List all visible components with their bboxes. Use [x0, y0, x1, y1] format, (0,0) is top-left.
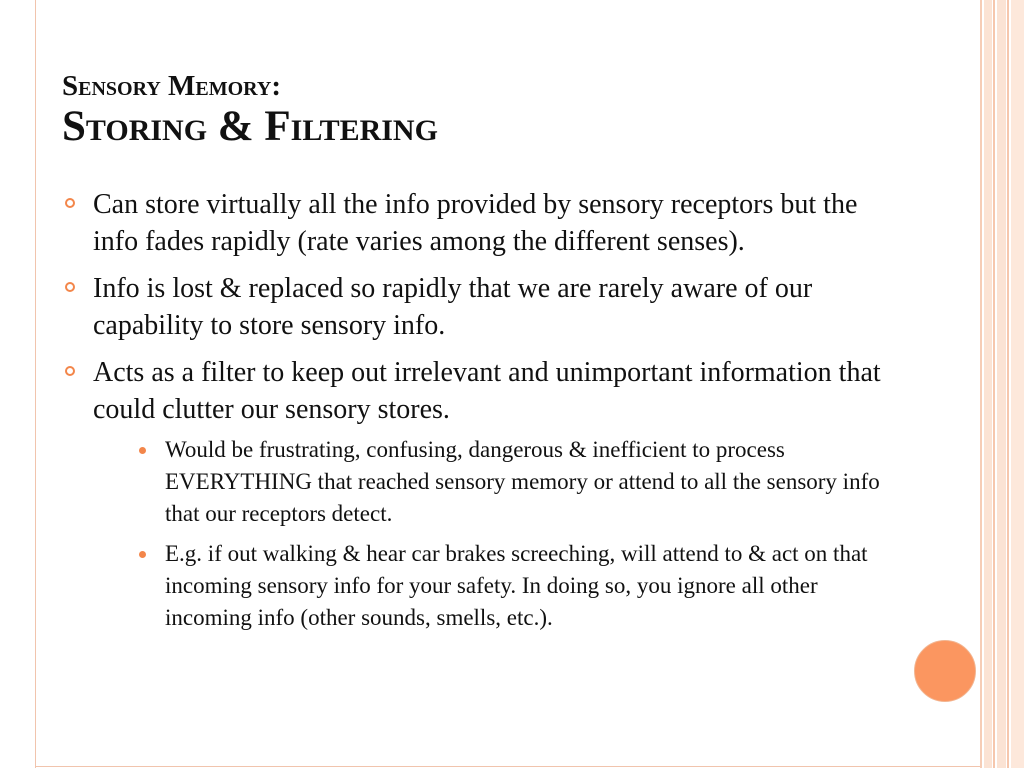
sub-bullet-text: E.g. if out walking & hear car brakes screeching, will attend to & act on that incoming sensory info for your safety. In doing so, you ignore all other incoming info (other sounds, smells, etc.).: [165, 541, 868, 630]
sub-bullet-item: [93, 434, 902, 530]
decor-stripe: [1011, 0, 1024, 768]
bullet-text: Acts as a filter to keep out irrelevant and unimportant information that could clutter our sensory stores.: [93, 357, 881, 425]
bullet-dot-icon: [139, 551, 146, 558]
sub-bullet-item: [93, 538, 902, 634]
bullet-text: Info is lost & replaced so rapidly that we are rarely aware of our capability to store sensory info.: [93, 273, 813, 341]
bottom-border-line: [35, 766, 980, 767]
slide-title: [62, 68, 438, 150]
bullet-text: Can store virtually all the info provided by sensory receptors but the info fades rapidly (rate varies among the different senses).: [93, 189, 858, 257]
bullet-ring-icon: [65, 366, 75, 376]
bullet-ring-icon: [65, 282, 75, 292]
bullet-item: [62, 270, 902, 344]
sub-bullet-text: Would be frustrating, confusing, dangerous & inefficient to process EVERYTHING that reached sensory memory or attend to all the sensory info that our receptors detect.: [165, 437, 880, 526]
bullet-item: [62, 354, 902, 634]
slide-content: [62, 186, 902, 644]
decor-stripe: [997, 0, 1006, 768]
slide-title-line2: Storing & Filtering: [62, 103, 438, 150]
decor-stripe: [1007, 0, 1009, 768]
bullet-ring-icon: [65, 198, 75, 208]
decor-stripe: [980, 0, 982, 768]
sub-bullet-list: [93, 434, 902, 634]
slide-title-line1: Sensory Memory:: [62, 70, 282, 102]
decor-stripe: [984, 0, 992, 768]
bullet-item: [62, 186, 902, 260]
decor-stripe: [993, 0, 995, 768]
decor-circle: [914, 640, 976, 702]
left-border-line: [35, 0, 36, 768]
bullet-dot-icon: [139, 447, 146, 454]
